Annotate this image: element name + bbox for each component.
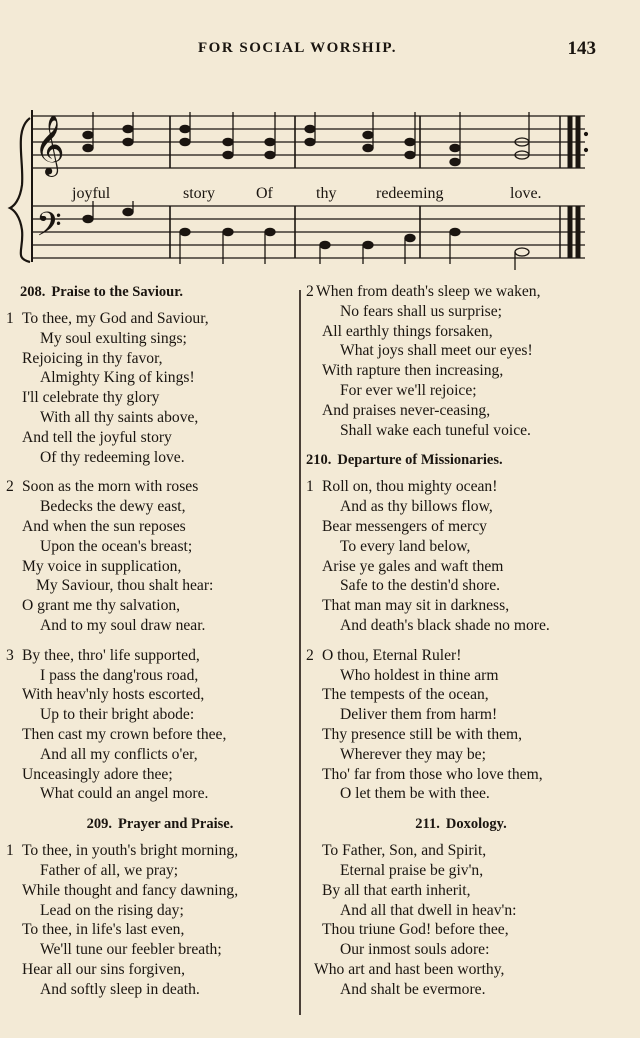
verse-line: What could an angel more. <box>40 785 209 803</box>
verse-line: Eternal praise be giv'n, <box>340 861 484 879</box>
verse-line: And tell the joyful story <box>22 428 172 446</box>
verse <box>306 477 596 635</box>
right-column <box>306 282 596 1000</box>
hymn-title <box>6 282 294 303</box>
lyric-word: love. <box>510 185 542 202</box>
verse <box>6 841 294 999</box>
verse-line: And to my soul draw near. <box>40 616 206 634</box>
verse-number: 2 <box>306 646 314 664</box>
verse-line: What joys shall meet our eyes! <box>340 342 533 360</box>
verse-line: O let them be with thee. <box>340 785 490 803</box>
verse-line: By all that earth inherit, <box>322 881 471 899</box>
verse-line: Who art and hast been worthy, <box>314 960 505 978</box>
verse-line: To thee, my God and Saviour, <box>22 310 209 327</box>
lyric-word: redeeming <box>376 185 444 202</box>
verse-line: For ever we'll rejoice; <box>340 381 477 399</box>
verse-line: O grant me thy salvation, <box>22 597 181 615</box>
hymn-number: 210. <box>306 452 332 469</box>
verse-line: Tho' far from those who love them, <box>322 765 543 783</box>
verse-line: Lead on the rising day; <box>40 901 184 919</box>
treble-clef-icon: 𝄞 <box>34 115 65 175</box>
lyric-word: thy <box>316 185 337 202</box>
verse <box>6 477 294 635</box>
verse-line: And as thy billows flow, <box>340 498 493 516</box>
verse-line: And all that dwell in heav'n: <box>340 901 517 919</box>
verse-line: My Saviour, thou shalt hear: <box>36 577 214 595</box>
verse-line: To thee, in youth's bright morning, <box>22 842 239 860</box>
hymn-title-text: Doxology. <box>445 816 507 833</box>
verse-line: That man may sit in darkness, <box>322 597 510 615</box>
column-divider <box>299 290 301 1015</box>
verse-line: Bedecks the dewy east, <box>40 498 186 516</box>
verse-line: Roll on, thou mighty ocean! <box>322 478 498 496</box>
lyric-word: Of <box>256 185 273 202</box>
verse-line: And when the sun reposes <box>22 517 186 535</box>
running-title: FOR SOCIAL WORSHIP. <box>198 40 397 56</box>
verse-line: Rejoicing in thy favor, <box>22 349 163 367</box>
verse-line: Up to their bright abode: <box>40 706 195 724</box>
verse-line: I pass the dang'rous road, <box>40 666 199 684</box>
bass-notes <box>83 201 529 270</box>
verse-line: All earthly things forsaken, <box>322 322 493 340</box>
verse-line: Shall wake each tuneful voice. <box>340 421 531 439</box>
verse-number: 3 <box>6 646 14 664</box>
verse-line: My soul exulting sings; <box>40 329 187 347</box>
verse-line: I'll celebrate thy glory <box>22 389 160 407</box>
verse-line: Then cast my crown before thee, <box>22 725 227 743</box>
verse-line: O thou, Eternal Ruler! <box>322 646 462 664</box>
verse-line: We'll tune our feebler breath; <box>40 941 222 959</box>
hymn-number: 208. <box>20 284 46 300</box>
verse <box>6 309 294 467</box>
verse-line: And softly sleep in death. <box>40 980 200 998</box>
verse-line: And all my conflicts o'er, <box>40 745 198 763</box>
verse-line: Soon as the morn with roses <box>22 478 199 496</box>
verse-line: And praises never-ceasing, <box>322 401 491 419</box>
verse-line: While thought and fancy dawning, <box>22 881 239 899</box>
verse-number: 1 <box>306 478 314 496</box>
verse-line: With all thy saints above, <box>40 408 199 426</box>
verse <box>306 841 596 999</box>
verse-line: Of thy redeeming love. <box>40 448 185 466</box>
hymn-title <box>6 814 294 835</box>
lyric-word: story <box>183 185 215 202</box>
verse-line: To Father, Son, and Spirit, <box>322 842 487 860</box>
verse-line: Bear messengers of mercy <box>322 517 487 535</box>
verse-number: 1 <box>6 310 14 327</box>
verse <box>6 646 294 804</box>
verse-line: Thy presence still be with them, <box>322 725 523 743</box>
verse-line: Hear all our sins forgiven, <box>22 960 185 978</box>
hymn-number: 209. <box>86 816 113 833</box>
treble-notes <box>83 112 529 166</box>
verse-line: The tempests of the ocean, <box>322 686 489 704</box>
hymn-title-text: Prayer and Praise. <box>118 816 234 833</box>
verse-line: Deliver them from harm! <box>340 706 498 724</box>
verse-line: When from death's sleep we waken, <box>316 283 541 300</box>
verse <box>306 282 596 440</box>
verse-line: Arise ye gales and waft them <box>322 557 504 575</box>
verse-line: With rapture then increasing, <box>322 362 504 380</box>
hymn-title <box>306 450 596 471</box>
verse-number: 2 <box>306 283 314 300</box>
lyric-word: joyful <box>72 185 111 202</box>
verse-line: Wherever they may be; <box>340 745 486 763</box>
verse-number: 2 <box>6 478 14 496</box>
verse-line: No fears shall us surprise; <box>340 302 502 320</box>
verse-line: Thou triune God! before thee, <box>322 921 509 939</box>
music-score <box>0 0 640 280</box>
page-number: 143 <box>567 38 596 59</box>
verse-line: To every land below, <box>340 537 471 555</box>
verse-line: Father of all, we pray; <box>40 861 179 879</box>
verse-line: To thee, in life's last even, <box>22 921 185 939</box>
verse-number: 1 <box>6 842 14 860</box>
bass-staff <box>32 206 585 258</box>
verse-line: And shalt be evermore. <box>340 980 486 998</box>
verse-line: Safe to the destin'd shore. <box>340 577 501 595</box>
verse <box>306 646 596 804</box>
verse-line: Who holdest in thine arm <box>340 666 499 684</box>
verse-line: My voice in supplication, <box>22 557 182 575</box>
verse-line: Almighty King of kings! <box>40 369 195 387</box>
hymn-title-text: Departure of Missionaries. <box>337 452 503 469</box>
verse-line: Our inmost souls adore: <box>340 941 490 959</box>
bass-clef-icon: 𝄢 <box>36 206 62 252</box>
verse-line: Upon the ocean's breast; <box>40 537 193 555</box>
hymn-title-text: Praise to the Saviour. <box>51 284 183 300</box>
verse-line: And death's black shade no more. <box>340 616 550 634</box>
hymn-number: 211. <box>415 816 440 833</box>
verse-line: With heav'nly hosts escorted, <box>22 686 205 704</box>
verse-line: Unceasingly adore thee; <box>22 765 173 783</box>
hymn-title <box>306 814 596 835</box>
left-column <box>6 282 294 1000</box>
verse-line: By thee, thro' life supported, <box>22 646 200 664</box>
